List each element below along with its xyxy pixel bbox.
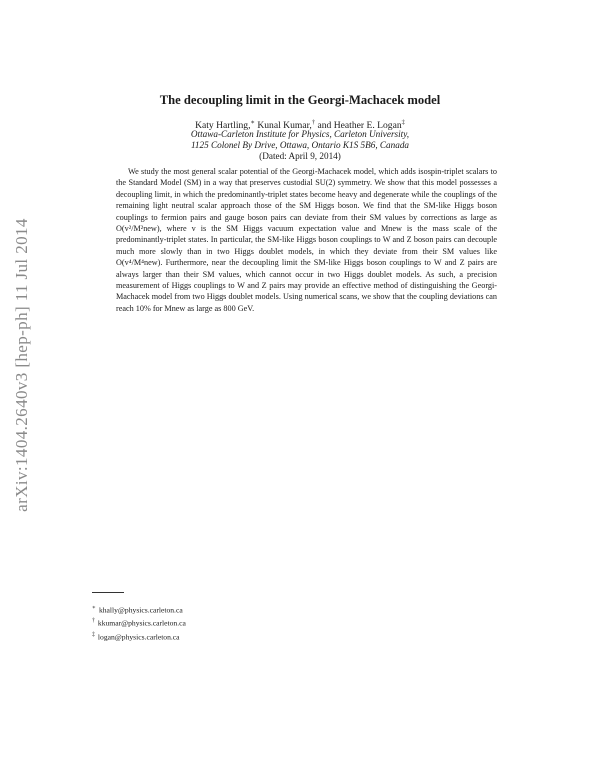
footnote-1 [92,603,186,616]
footnote-2 [92,616,186,629]
footnote-rule [92,592,124,593]
footnotes [92,603,186,643]
arxiv-stamp [2,155,42,575]
author-1-mark: ∗ [250,119,255,126]
paper-title: The decoupling limit in the Georgi-Machacek model [159,93,441,107]
footnote-2-email[interactable]: kkumar@physics.carleton.ca [97,618,186,628]
footnote-1-mark: ∗ [92,605,96,611]
author-3: and Heather E. Logan [317,120,402,132]
affiliation-line-2: 1125 Colonel By Drive, Ottawa, Ontario K1S 5B6, Canada [190,140,410,150]
author-2: Kunal Kumar, [257,120,312,132]
footnote-3-mark: ‡ [92,631,95,638]
footnote-3 [92,630,186,643]
footnote-3-email[interactable]: logan@physics.carleton.ca [97,632,180,642]
footnote-2-mark: † [92,618,95,625]
date: (Dated: April 9, 2014) [259,151,341,161]
arxiv-id: arXiv:1404.2640v3 [hep-ph] 11 Jul 2014 [12,218,31,512]
abstract [116,166,497,314]
footnote-1-email[interactable]: khally@physics.carleton.ca [98,605,183,615]
author-3-mark: ‡ [401,119,405,126]
affiliation-line-1: Ottawa-Carleton Institute for Physics, Carleton University, [190,129,410,139]
author-2-mark: † [311,119,316,126]
author-1: Katy Hartling, [195,120,251,132]
abstract-text: We study the most general scalar potential of the Georgi-Machacek model, which adds isospin-triplet scalars to the Standard Model (SM) in a way that preserves custodial SU(2) symmetry. We show that this model possesses a decoupling limit, in which the predominantly-triplet states become heavy and degenerate while the couplings of the remaining light neutral scalar approach those of the SM Higgs boson. We find that the SM-like Higgs boson couplings to fermion pairs and gauge boson pairs can deviate from their SM values by corrections as large as O(v²/M²new), where v is the SM Higgs vacuum expectation value and Mnew is the mass scale of the predominantly-triplet states. In particular, the SM-like Higgs boson couplings to W and Z boson pairs can decouple much more slowly than in two Higgs doublet models, in which they deviate from their SM values like O(v⁴/M⁴new). Furthermore, near the decoupling limit the SM-like Higgs boson couplings to W and Z pairs are always larger than their SM values, which cannot occur in two Higgs doublet models. As such, a precision measurement of Higgs couplings to W and Z pairs may provide an effective method of distinguishing the Georgi-Machacek model from two Higgs doublet models. Using numerical scans, we show that the coupling deviations can reach 10% for Mnew as large as 800 GeV. [116,167,497,313]
